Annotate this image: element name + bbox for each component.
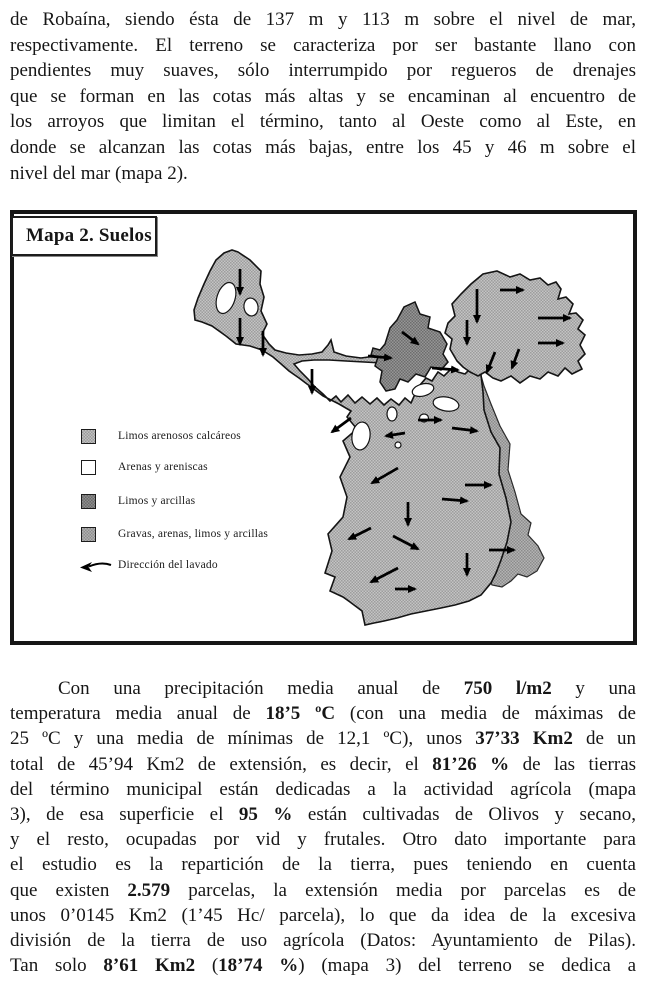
legend-swatch-dark-halftone bbox=[81, 494, 96, 509]
map-figure bbox=[10, 210, 637, 645]
figure-title: Mapa 2. Suelos bbox=[26, 225, 152, 246]
left-arrow-icon bbox=[79, 559, 113, 579]
text-line: que se forman en las cotas más altas y se encaminan al encuentro de bbox=[10, 85, 636, 107]
figure-title-box bbox=[11, 216, 157, 256]
legend-label: Gravas, arenas, limos y arcillas bbox=[118, 528, 269, 540]
wash-direction-arrow bbox=[432, 368, 458, 370]
legend-label: Dirección del lavado bbox=[118, 559, 218, 571]
text-line: pendientes muy suaves, sólo interrumpido por regueros de drenajes bbox=[10, 60, 636, 82]
text-line: división de la tierra de uso agrícola (Datos: Ayuntamiento de Pilas). bbox=[10, 929, 636, 951]
text-line: unos 0’0145 Km2 (1’45 Hc/ parcela), lo que da idea de la excesiva bbox=[10, 904, 636, 926]
bottom-paragraph bbox=[10, 676, 636, 978]
text-line: total de 45’94 Km2 de extensión, es decir, el 81’26 % de las tierras bbox=[10, 753, 637, 775]
text-line: Con una precipitación media anual de 750 l/m2 y una bbox=[58, 678, 636, 699]
map-region-arenas bbox=[395, 442, 401, 448]
legend-label: Limos arenosos calcáreos bbox=[118, 430, 241, 442]
legend-label: Arenas y areniscas bbox=[118, 461, 208, 473]
map-region-arenas bbox=[387, 407, 397, 421]
text-line: respectivamente. El terreno se caracteriza por ser bastante llano con bbox=[10, 34, 636, 56]
text-line: donde se alcanzan las cotas más bajas, entre los 45 y 46 m sobre el bbox=[10, 136, 636, 158]
legend-swatch-medium-halftone bbox=[81, 527, 96, 542]
text-line: los arroyos que limitan el término, tanto al Oeste como al Este, en bbox=[10, 111, 636, 133]
text-line: y el resto, ocupadas por vid y frutales. Otro dato importante para bbox=[10, 829, 636, 851]
text-line: 25 ºC y una media de mínimas de 12,1 ºC), unos 37’33 Km2 de un bbox=[10, 728, 637, 750]
text-line: Tan solo 8’61 Km2 (18’74 %) (mapa 3) del terreno se dedica a bbox=[10, 955, 637, 977]
text-line: que existen 2.579 parcelas, la extensión media por parcelas es de bbox=[10, 879, 636, 901]
legend-label: Limos y arcillas bbox=[118, 495, 196, 507]
text-line: nivel del mar (mapa 2). bbox=[10, 162, 188, 184]
top-paragraph bbox=[10, 7, 636, 186]
text-line: el estudio es la repartición de la tierra, pues teniendo en cuenta bbox=[10, 854, 636, 876]
text-line: del término municipal están dedicadas a la actividad agrícola (mapa bbox=[10, 778, 636, 800]
text-line: de Robaína, siendo ésta de 137 m y 113 m sobre el nivel de mar, bbox=[10, 9, 636, 30]
text-line: temperatura media anual de 18’5 ºC (con una media de máximas de bbox=[10, 703, 636, 725]
text-line: 3), de esa superficie el 95 % están cultivadas de Olivos y secano, bbox=[10, 803, 637, 825]
legend-swatch-white bbox=[81, 460, 96, 475]
legend-swatch-light-halftone bbox=[81, 429, 96, 444]
